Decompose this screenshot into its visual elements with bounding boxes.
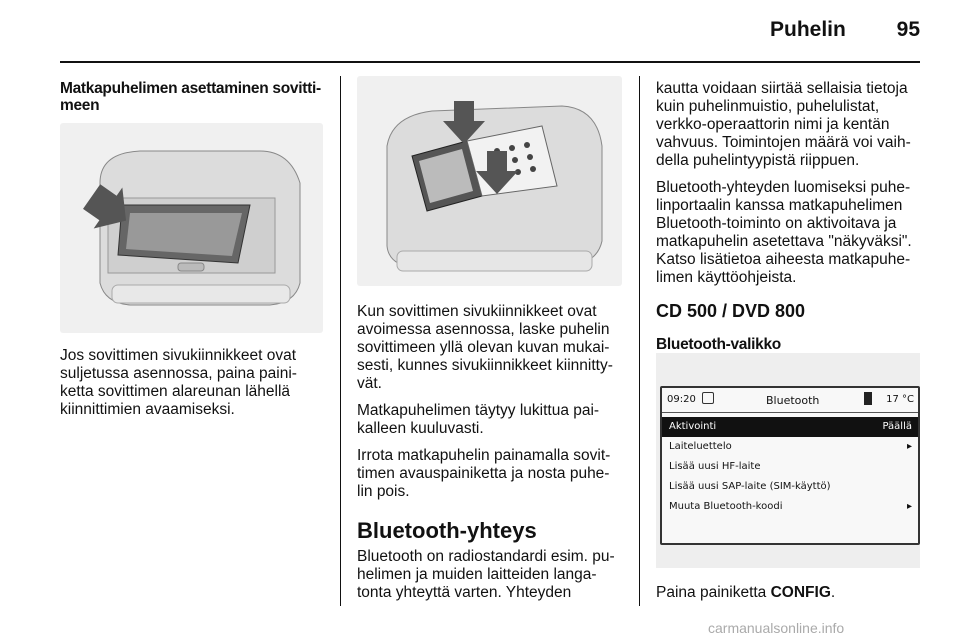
- back-icon: [702, 392, 714, 404]
- menu-item-add-sap[interactable]: Lisää uusi SAP-laite (SIM-käyttö): [669, 481, 831, 492]
- watermark: carmanualsonline.info: [708, 620, 845, 636]
- bluetooth-menu-screen: [660, 386, 920, 545]
- menu-item-add-hf[interactable]: Lisää uusi HF-laite: [669, 461, 761, 472]
- menu-item-device-list[interactable]: Laiteluettelo ▸: [662, 437, 918, 457]
- temperature: 17 °C: [886, 394, 914, 405]
- column-divider-1: [340, 76, 341, 606]
- menu-item-change-code[interactable]: Muuta Bluetooth-koodi ▸: [662, 497, 918, 517]
- screen-title: Bluetooth: [766, 394, 820, 407]
- paragraph: Irrota matkapuhelin painamalla sovit- timen avauspainiketta ja nosta puhe- lin pois.: [357, 447, 611, 500]
- col1-paragraph: Jos sovittimen sivukiinnikkeet ovat suljetussa asennossa, paina paini- ketta sovittimen alareunan lähellä kiinnittimien avaamiseksi.: [60, 347, 297, 418]
- page-number: 95: [896, 18, 920, 41]
- heading-cd-dvd: CD 500 / DVD 800: [656, 301, 806, 321]
- paragraph: Bluetooth on radiostandardi esim. pu- helimen ja muiden laitteiden langa- tonta yhteyttä varten. Yhteyden: [357, 548, 615, 601]
- heading-bluetooth-menu: Bluetooth-valikko: [656, 336, 781, 353]
- clock: 09:20: [667, 394, 696, 405]
- header-divider: [60, 61, 920, 63]
- column-divider-2: [639, 76, 640, 606]
- menu-item-activation[interactable]: Aktivointi Päällä: [662, 417, 918, 437]
- paragraph: Kun sovittimen sivukiinnikkeet ovat avoimessa asennossa, laske puhelin sovittimeen yllä olevan kuvan mukai- sesti, kunnes sivukiinnikkeet kiinnitty- vät.: [357, 303, 613, 392]
- cradle-illustration-2: [357, 76, 622, 286]
- config-instruction: Paina painiketta CONFIG.: [656, 584, 836, 601]
- chevron-right-icon: ▸: [906, 501, 912, 512]
- screen-status-bar: [662, 388, 918, 413]
- paragraph: Bluetooth-yhteyden luomiseksi puhe- linportaalin kanssa matkapuhelimen Bluetooth-toiminto on aktivoitava ja matkapuhelin asetettava "näkyväksi". Katso lisätietoa aiheesta matkapuhe- limen käyttöohjeista.: [656, 179, 912, 286]
- section-heading: Bluetooth-yhteys: [357, 518, 537, 543]
- section-heading: Matkapuhelimen asettaminen sovitti- meen: [60, 80, 321, 114]
- cradle-illustration-1: [60, 123, 323, 333]
- paragraph: Matkapuhelimen täytyy lukittua pai- kalleen kuuluvasti.: [357, 402, 600, 437]
- column-2-text: [357, 303, 629, 611]
- column-1: [60, 80, 330, 114]
- page-title: Puhelin: [770, 18, 846, 41]
- paragraph: kautta voidaan siirtää sellaisia tietoja kuin puhelinmuistio, puhelulistat, verkko-operaattorin nimi ja kentän vahvuus. Toimintojen määrä voi vaih- della puhelintyypistä riippuen.: [656, 80, 911, 169]
- phone-icon: [864, 392, 872, 405]
- chevron-right-icon: ▸: [906, 441, 912, 452]
- column-3-text: [656, 80, 928, 353]
